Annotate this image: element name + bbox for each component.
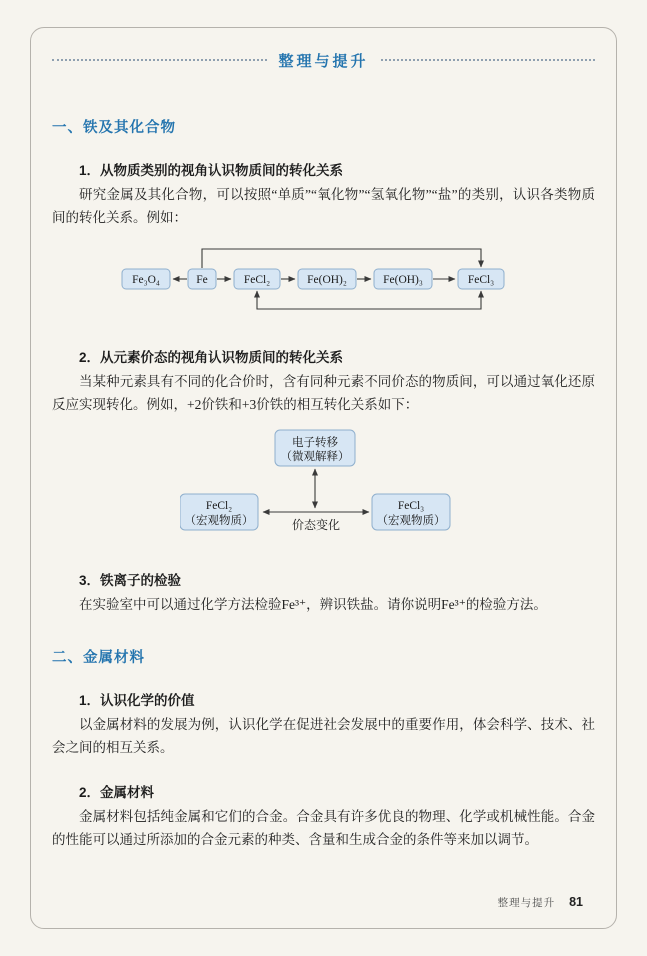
- node-feoh2: [298, 269, 356, 289]
- section-1-sub-2-heading: 2．从元素价态的视角认识物质间的转化关系: [79, 350, 344, 365]
- node-feoh3: [374, 269, 432, 289]
- svg-text:FeCl₃: FeCl₃: [397, 500, 425, 512]
- section-2-title: 二、金属材料: [52, 650, 145, 666]
- valence-transformation-diagram: [180, 428, 595, 547]
- svg-text:电子转移: 电子转移: [292, 437, 338, 449]
- svg-text:Fe₃O₄: Fe₃O₄: [132, 274, 160, 286]
- svg-text:（宏观物质）: （宏观物质）: [376, 515, 446, 527]
- node-fecl2-macro: [180, 494, 258, 530]
- page-content: [52, 50, 595, 851]
- section-1-sub-3-body: 在实验室中可以通过化学方法检验Fe³⁺，辨识铁盐。请你说明Fe³⁺的检验方法。: [79, 597, 547, 612]
- svg-text:（微观解释）: （微观解释）: [280, 451, 350, 463]
- node-fecl3: [458, 269, 504, 289]
- arrow-fecl2-fecl3-bottom-bidirectional: [257, 291, 481, 309]
- page-footer: [498, 895, 583, 910]
- section-1-sub-1-heading: 1．从物质类别的视角认识物质间的转化关系: [79, 163, 344, 178]
- section-2-sub-1-body: 以金属材料的发展为例，认识化学在促进社会发展中的重要作用，体会科学、技术、社会之间的相互关系。: [52, 717, 595, 755]
- section-1-sub-1-body: 研究金属及其化合物，可以按照“单质”“氧化物”“氢氧化物”“盐”的类别，认识各类物质间的转化关系。例如：: [52, 187, 595, 225]
- svg-text:Fe: Fe: [196, 274, 208, 286]
- valence-change-label: 价态变化: [291, 518, 341, 532]
- node-electron-transfer: [275, 430, 355, 466]
- page-header: [52, 50, 595, 70]
- page-title: 整理与提升: [278, 52, 369, 70]
- section-2-sub-2-body: 金属材料包括纯金属和它们的合金。合金具有许多优良的物理、化学或机械性能。合金的性能可以通过所添加的合金元素的种类、含量和生成合金的条件等来加以调节。: [52, 809, 595, 847]
- node-fecl3-macro: [372, 494, 450, 530]
- dotted-line-left: [52, 59, 267, 61]
- dotted-line-right: [381, 59, 596, 61]
- section-2-sub-1-heading: 1．认识化学的价值: [79, 693, 195, 708]
- section-1-sub-3-heading: 3．铁离子的检验: [79, 573, 182, 588]
- svg-text:FeCl₂: FeCl₂: [243, 274, 271, 286]
- svg-text:FeCl₃: FeCl₃: [467, 274, 495, 286]
- class-transformation-diagram: [118, 241, 595, 324]
- valence-diagram-svg: [180, 428, 452, 542]
- class-diagram-svg: [118, 241, 510, 319]
- node-fe3o4: [122, 269, 170, 289]
- arrow-fe-to-fecl3-top: [202, 249, 481, 268]
- section-1-title: 一、铁及其化合物: [52, 120, 176, 136]
- svg-text:FeCl₂: FeCl₂: [205, 500, 233, 512]
- node-fe: [188, 269, 216, 289]
- node-fecl2: [234, 269, 280, 289]
- footer-section-label: 整理与提升: [497, 897, 556, 909]
- section-2-sub-2-heading: 2．金属材料: [79, 785, 155, 800]
- svg-text:Fe(OH)₃: Fe(OH)₃: [383, 274, 423, 286]
- svg-text:（宏观物质）: （宏观物质）: [184, 515, 254, 527]
- page-number: 81: [569, 895, 583, 909]
- section-1-sub-2-body: 当某种元素具有不同的化合价时，含有同种元素不同价态的物质间，可以通过氧化还原反应实现转化。例如，+2价铁和+3价铁的相互转化关系如下：: [52, 374, 595, 412]
- svg-text:Fe(OH)₂: Fe(OH)₂: [307, 274, 347, 286]
